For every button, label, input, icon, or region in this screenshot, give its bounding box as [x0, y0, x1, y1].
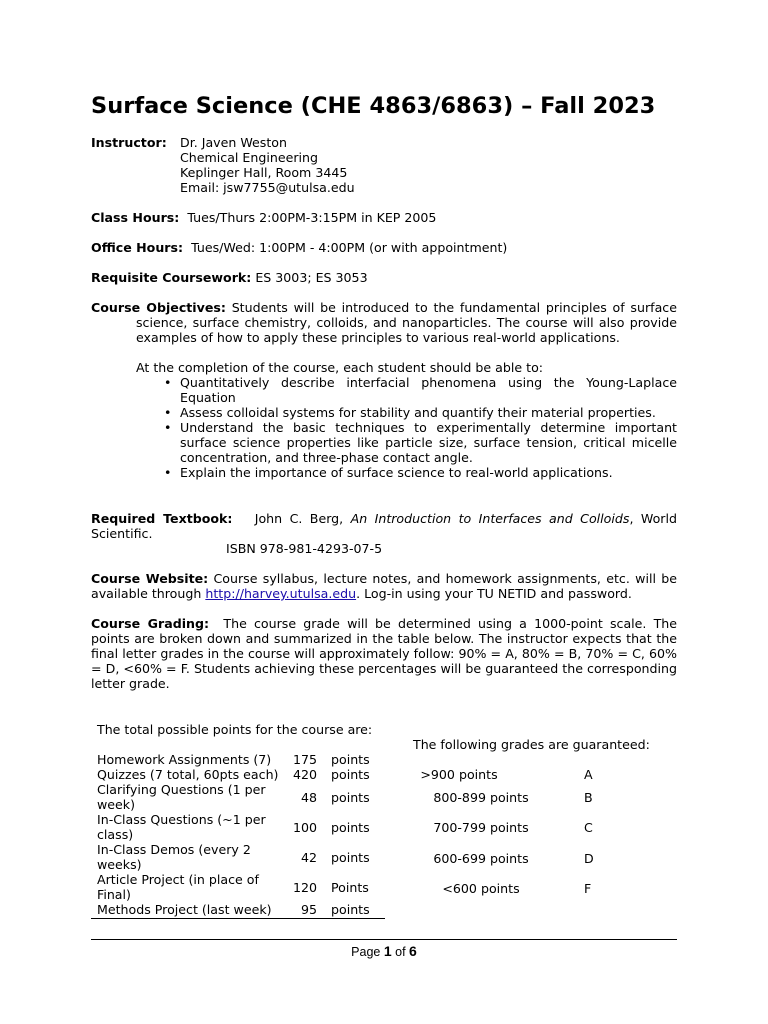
- requisite-value: ES 3003; ES 3053: [255, 270, 368, 285]
- list-item: • Understand the basic techniques to experimentally determine important surface science properties like particle size, surface tension, critical micelle concentration, and three-phase contact angle.: [180, 420, 677, 465]
- points-table-caption: The total possible points for the course are:: [97, 722, 373, 737]
- grade-letter: D: [584, 851, 594, 866]
- points-unit: points: [331, 752, 370, 767]
- table-row: [91, 902, 385, 918]
- points-item: Article Project (in place of Final): [97, 872, 259, 902]
- table-row: [91, 782, 385, 812]
- footer-divider: [91, 939, 677, 940]
- grade-letter: C: [584, 820, 593, 835]
- grade-range: <600 points: [442, 881, 520, 896]
- footer-page-number: 1: [383, 943, 392, 959]
- objectives-intro: At the completion of the course, each student should be able to:: [136, 360, 544, 375]
- table-row: [91, 842, 385, 872]
- textbook-title: An Introduction to Interfaces and Colloids: [350, 511, 630, 526]
- points-value: 175: [292, 752, 317, 767]
- list-item: • Explain the importance of surface science to real-world applications.: [180, 465, 677, 480]
- course-grading: [91, 616, 677, 691]
- points-unit: points: [325, 902, 385, 918]
- points-value: 120: [292, 879, 317, 895]
- points-item: In-Class Questions (~1 per class): [97, 812, 266, 842]
- grading-label: Course Grading:: [91, 616, 210, 631]
- table-row: [91, 752, 385, 767]
- points-unit: Points: [331, 879, 369, 895]
- class-hours: [91, 210, 677, 225]
- points-item: In-Class Demos (every 2 weeks): [97, 842, 251, 872]
- points-item: Methods Project (last week): [91, 902, 281, 918]
- objectives-text: Students will be introduced to the fundamental principles of surface science, surface chemistry, colloids, and nanoparticles. The course will also provide examples of how to apply these principles to various real-world applications.: [136, 300, 677, 345]
- required-textbook: [91, 511, 677, 541]
- grade-letter: B: [584, 790, 593, 805]
- textbook-publisher: , World Scientific.: [91, 511, 677, 541]
- points-unit: points: [331, 789, 370, 805]
- objectives-list: [180, 375, 677, 480]
- grade-range: 600-699 points: [433, 851, 529, 866]
- grades-caption: The following grades are guaranteed:: [413, 737, 650, 752]
- grade-letter: F: [584, 881, 592, 896]
- textbook-author: John C. Berg,: [254, 511, 344, 526]
- grade-range: 700-799 points: [433, 820, 529, 835]
- points-value: 420: [292, 767, 317, 782]
- instructor-room: Keplinger Hall, Room 3445: [180, 165, 348, 180]
- points-value: 100: [292, 819, 317, 835]
- table-row: [91, 767, 385, 782]
- grade-range: >900 points: [420, 767, 498, 782]
- course-website: [91, 571, 677, 601]
- website-text-after: . Log-in using your TU NETID and password.: [356, 586, 632, 601]
- website-link[interactable]: http://harvey.utulsa.edu: [205, 586, 357, 601]
- points-value: 42: [300, 849, 317, 865]
- points-item: Quizzes (7 total, 60pts each): [97, 767, 279, 782]
- instructor-department: Chemical Engineering: [180, 150, 318, 165]
- textbook-label: Required Textbook:: [91, 511, 233, 526]
- textbook-isbn: ISBN 978-981-4293-07-5: [226, 541, 383, 556]
- objectives-label: Course Objectives:: [91, 300, 226, 315]
- page-footer: [0, 944, 768, 960]
- footer-page-total: 6: [409, 943, 417, 959]
- points-unit: points: [331, 767, 370, 782]
- office-hours-label: Office Hours:: [91, 240, 184, 255]
- instructor-label: Instructor:: [91, 135, 167, 150]
- list-item: • Quantitatively describe interfacial phenomena using the Young-Laplace Equation: [180, 375, 677, 405]
- class-hours-label: Class Hours:: [91, 210, 180, 225]
- grade-letter: A: [584, 767, 593, 782]
- points-table: [91, 752, 385, 919]
- office-hours-value: Tues/Wed: 1:00PM - 4:00PM (or with appointment): [191, 240, 508, 255]
- office-hours: [91, 240, 677, 255]
- points-item: Homework Assignments (7): [97, 752, 272, 767]
- footer-prefix: Page: [351, 945, 381, 959]
- points-item: Clarifying Questions (1 per week): [97, 782, 266, 812]
- table-row: [91, 812, 385, 842]
- website-text: Course syllabus, lecture notes, and homework assignments, etc. will be available through: [91, 571, 677, 601]
- class-hours-value: Tues/Thurs 2:00PM-3:15PM in KEP 2005: [187, 210, 437, 225]
- points-unit: points: [331, 849, 370, 865]
- requisite-coursework: [91, 270, 677, 285]
- website-label: Course Website:: [91, 571, 209, 586]
- grading-text: The course grade will be determined using a 1000-point scale. The points are broken down and summarized in the table below. The instructor expects that the final letter grades in the course will approximately follow: 90% = A, 80% = B, 70% = C, 60% = D, <60% = F. Students achieving these percentages will be guaranteed the corresponding letter grade.: [91, 616, 677, 691]
- grade-range: 800-899 points: [433, 790, 529, 805]
- footer-of: of: [395, 945, 406, 959]
- table-row: [91, 872, 385, 902]
- course-objectives: [91, 300, 677, 345]
- requisite-label: Requisite Coursework:: [91, 270, 252, 285]
- page-title: Surface Science (CHE 4863/6863) – Fall 2023: [91, 93, 656, 119]
- points-value: 95: [281, 902, 325, 918]
- points-value: 48: [300, 789, 317, 805]
- instructor-name: Dr. Javen Weston: [180, 135, 287, 150]
- list-item: • Assess colloidal systems for stability and quantify their material properties.: [180, 405, 677, 420]
- instructor-email: Email: jsw7755@utulsa.edu: [180, 180, 355, 195]
- points-unit: points: [331, 819, 370, 835]
